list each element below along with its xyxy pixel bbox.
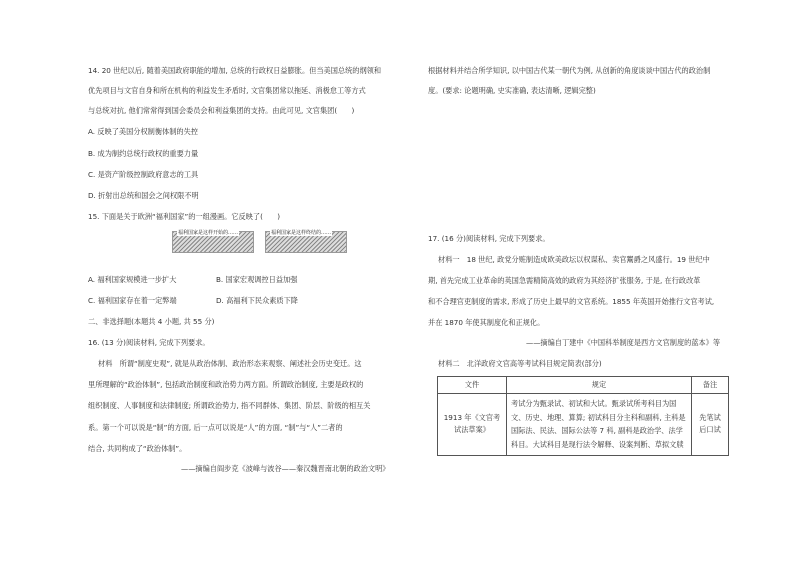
q16-source: ——摘编自阎步克《波峰与波谷——秦汉魏晋南北朝的政治文明》 [181,464,390,473]
q17-m1-line-3: 和不合理官吏制度的需求, 形成了历史上最早的文官系统。1855 年英国开始推行文官考试, [428,297,715,306]
q17-m1-source: ——摘编自丁建中《中国科举制度是西方文官制度的蓝本》等 [526,338,721,347]
cell-note: 先笔试后口试 [692,394,729,456]
q17-m2-title: 材料二 北洋政府文官高等考试科目规定简表(部分) [438,359,602,368]
q14-line-3: 与总统对抗, 他们常常得到国会委员会和利益集团的支持。由此可见, 文官集团( ) [88,106,355,115]
comic-2-caption: 福利国家是这样终结的…… [271,230,332,236]
q16-material-line-4: 系。第一个可以说是“制”的方面, 后一点可以说是“人”的方面, “制”与“人”二者的 [88,423,343,432]
q15-option-c: C. 福利国家存在着一定弊端 [88,296,177,305]
q17-m1-line-2: 期, 首先完成工业革命的英国急需精简高效的政府为其经济扩张服务, 于是, 在行政改革 [428,276,701,285]
q15-option-d: D. 高福利下民众素质下降 [216,296,298,305]
comic-1-caption: 福利国家是这样开始的…… [178,230,239,236]
q14-line-1: 14. 20 世纪以后, 随着美国政府职能的增加, 总统的行政权日益膨胀。但当美国总统的纲领和 [88,66,382,75]
section-2-heading: 二、非选择题(本题共 4 小题, 共 55 分) [88,317,215,326]
q15-stem: 15. 下面是关于欧洲“福利国家”的一组漫画。它反映了( ) [88,212,281,221]
q14-option-b: B. 成为制约总统行政权的重要力量 [88,149,199,158]
header-file: 文件 [438,377,507,394]
q14-option-a: A. 反映了美国分权制衡体制的失控 [88,127,198,136]
cell-rule: 考试分为甄录试、初试和大试。甄录试所考科目为国文、历史、地理、算算; 初试科目分主科和副科, 主科是国际法、民法、国际公法等 7 科, 副科是政治学、法学科目。大试科目是现行法令解释、设案判断、草拟文牍 [507,394,692,456]
q15-option-b: B. 国家宏观调控日益加强 [216,275,298,284]
q14-line-2: 优先项目与文官自身和所在机构的利益发生矛盾时, 文官集团常以拖延、消极怠工等方式 [88,86,366,95]
q15-option-a: A. 福利国家规模进一步扩大 [88,275,177,284]
table-row [438,394,729,456]
q14-option-d: D. 折射出总统和国会之间权限不明 [88,191,199,200]
comic-image-1 [172,231,254,253]
q16-material-line-5: 结合, 共同构成了“政治体制”。 [88,444,187,453]
q17-m1-line-1: 材料一 18 世纪, 政党分赃制造成欧美政坛以权谋私、卖官鬻爵之风盛行。19 世纪中 [438,255,710,264]
q16-material-line-1: 材料 所谓“制度史观”, 就是从政治体制、政治形态来观察、阐述社会历史变迁。这 [98,359,362,368]
header-rule: 规定 [507,377,692,394]
table-header-row [438,377,729,394]
cell-file: 1913 年《文官考试法草案》 [438,394,507,456]
q16-stem: 16. (13 分)阅读材料, 完成下列要求。 [88,338,210,347]
q14-option-c: C. 是资产阶级控制政府意志的工具 [88,170,199,179]
comic-image-2 [265,231,347,253]
q16-require-line-2: 度。(要求: 论题明确, 史实准确, 表达清晰, 逻辑完整) [428,86,596,95]
q16-material-line-3: 组织制度、人事制度和法律制度; 所谓政治势力, 指不同群体、集团、阶层、阶级的相互关 [88,401,371,410]
q16-require-line-1: 根据材料并结合所学知识, 以中国古代某一朝代为例, 从创新的角度谈谈中国古代的政治制 [428,66,711,75]
q17-m1-line-4: 并在 1870 年使其制度化和正规化。 [428,318,545,327]
q16-material-line-2: 里所理解的“政治体制”, 包括政治制度和政治势力两方面。所谓政治制度, 主要是政权的 [88,380,364,389]
exam-regulation-table [437,376,729,456]
header-note: 备注 [692,377,729,394]
q17-stem: 17. (16 分)阅读材料, 完成下列要求。 [428,234,550,243]
